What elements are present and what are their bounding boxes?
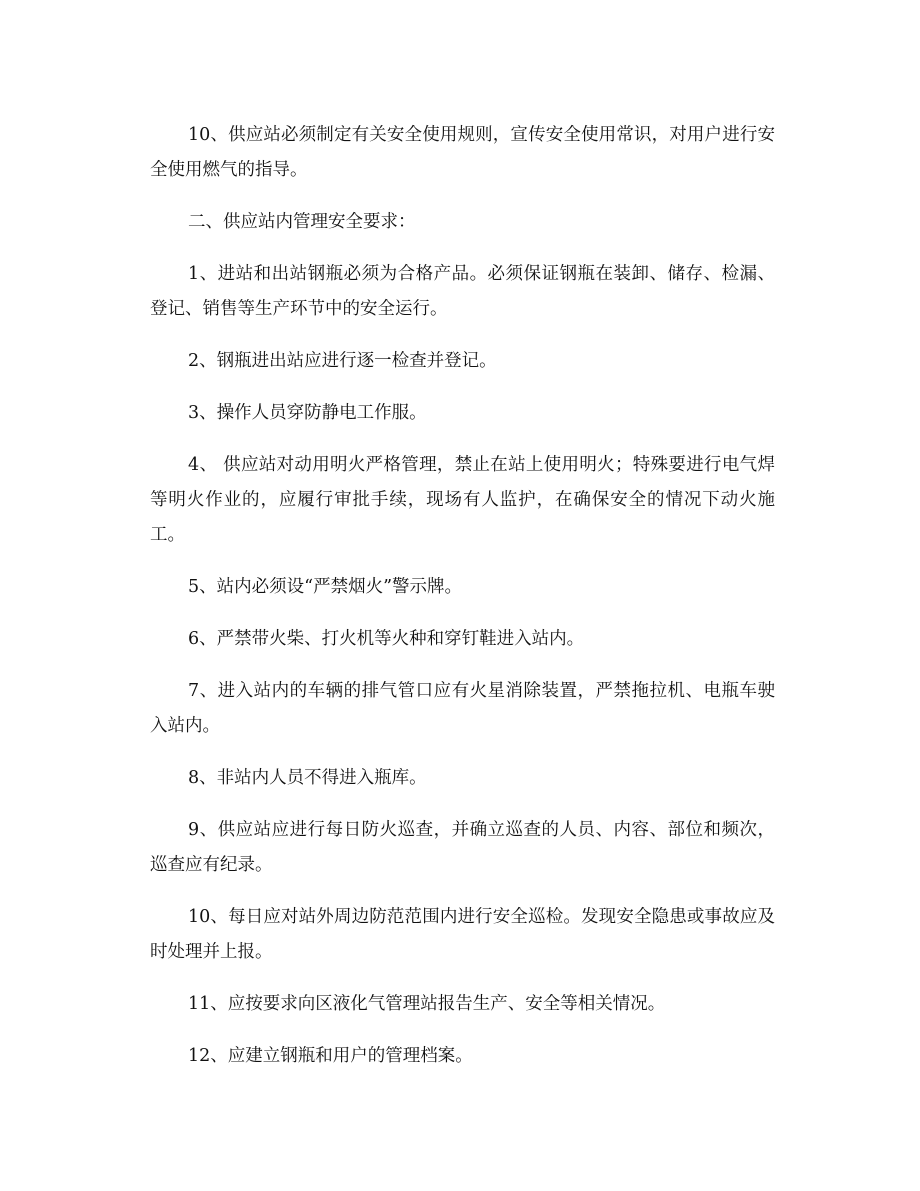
- paragraph-4-open-fire-control: 4、 供应站对动用明火严格管理，禁止在站上使用明火；特殊要进行电气焊等明火作业的，应履行审批手续，现场有人监护，在确保安全的情况下动火施工。: [150, 455, 775, 545]
- paragraph-3-antistatic-clothing: 3、操作人员穿防静电工作服。: [188, 403, 427, 423]
- document-body: [150, 118, 775, 1091]
- paragraph-2-cylinder-inspection: 2、钢瓶进出站应进行逐一检查并登记。: [188, 351, 497, 371]
- paragraph-10-perimeter-inspection: 10、每日应对站外周边防范范围内进行安全巡检。发现安全隐患或事故应及时处理并上报。: [150, 907, 775, 962]
- paragraph-6-no-fire-sources: 6、严禁带火柴、打火机等火种和穿钉鞋进入站内。: [188, 629, 585, 649]
- paragraph-12-records: 12、应建立钢瓶和用户的管理档案。: [188, 1046, 473, 1066]
- section-heading-station-safety: 二、供应站内管理安全要求：: [188, 212, 416, 232]
- paragraph-10-user-guidance: 10、供应站必须制定有关安全使用规则，宣传安全使用常识，对用户进行安全使用燃气的指导。: [150, 125, 775, 180]
- paragraph-9-daily-fire-patrol: 9、供应站应进行每日防火巡查，并确立巡查的人员、内容、部位和频次，巡查应有纪录。: [150, 820, 775, 875]
- paragraph-8-restricted-storage: 8、非站内人员不得进入瓶库。: [188, 768, 427, 788]
- paragraph-11-reporting: 11、应按要求向区液化气管理站报告生产、安全等相关情况。: [188, 994, 666, 1014]
- paragraph-5-warning-sign: 5、站内必须设“严禁烟火”警示牌。: [188, 577, 463, 597]
- paragraph-7-vehicle-spark-arrestor: 7、进入站内的车辆的排气管口应有火星消除装置，严禁拖拉机、电瓶车驶入站内。: [150, 681, 775, 736]
- paragraph-1-qualified-cylinders: 1、进站和出站钢瓶必须为合格产品。必须保证钢瓶在装卸、储存、检漏、登记、销售等生产环节中的安全运行。: [150, 264, 775, 319]
